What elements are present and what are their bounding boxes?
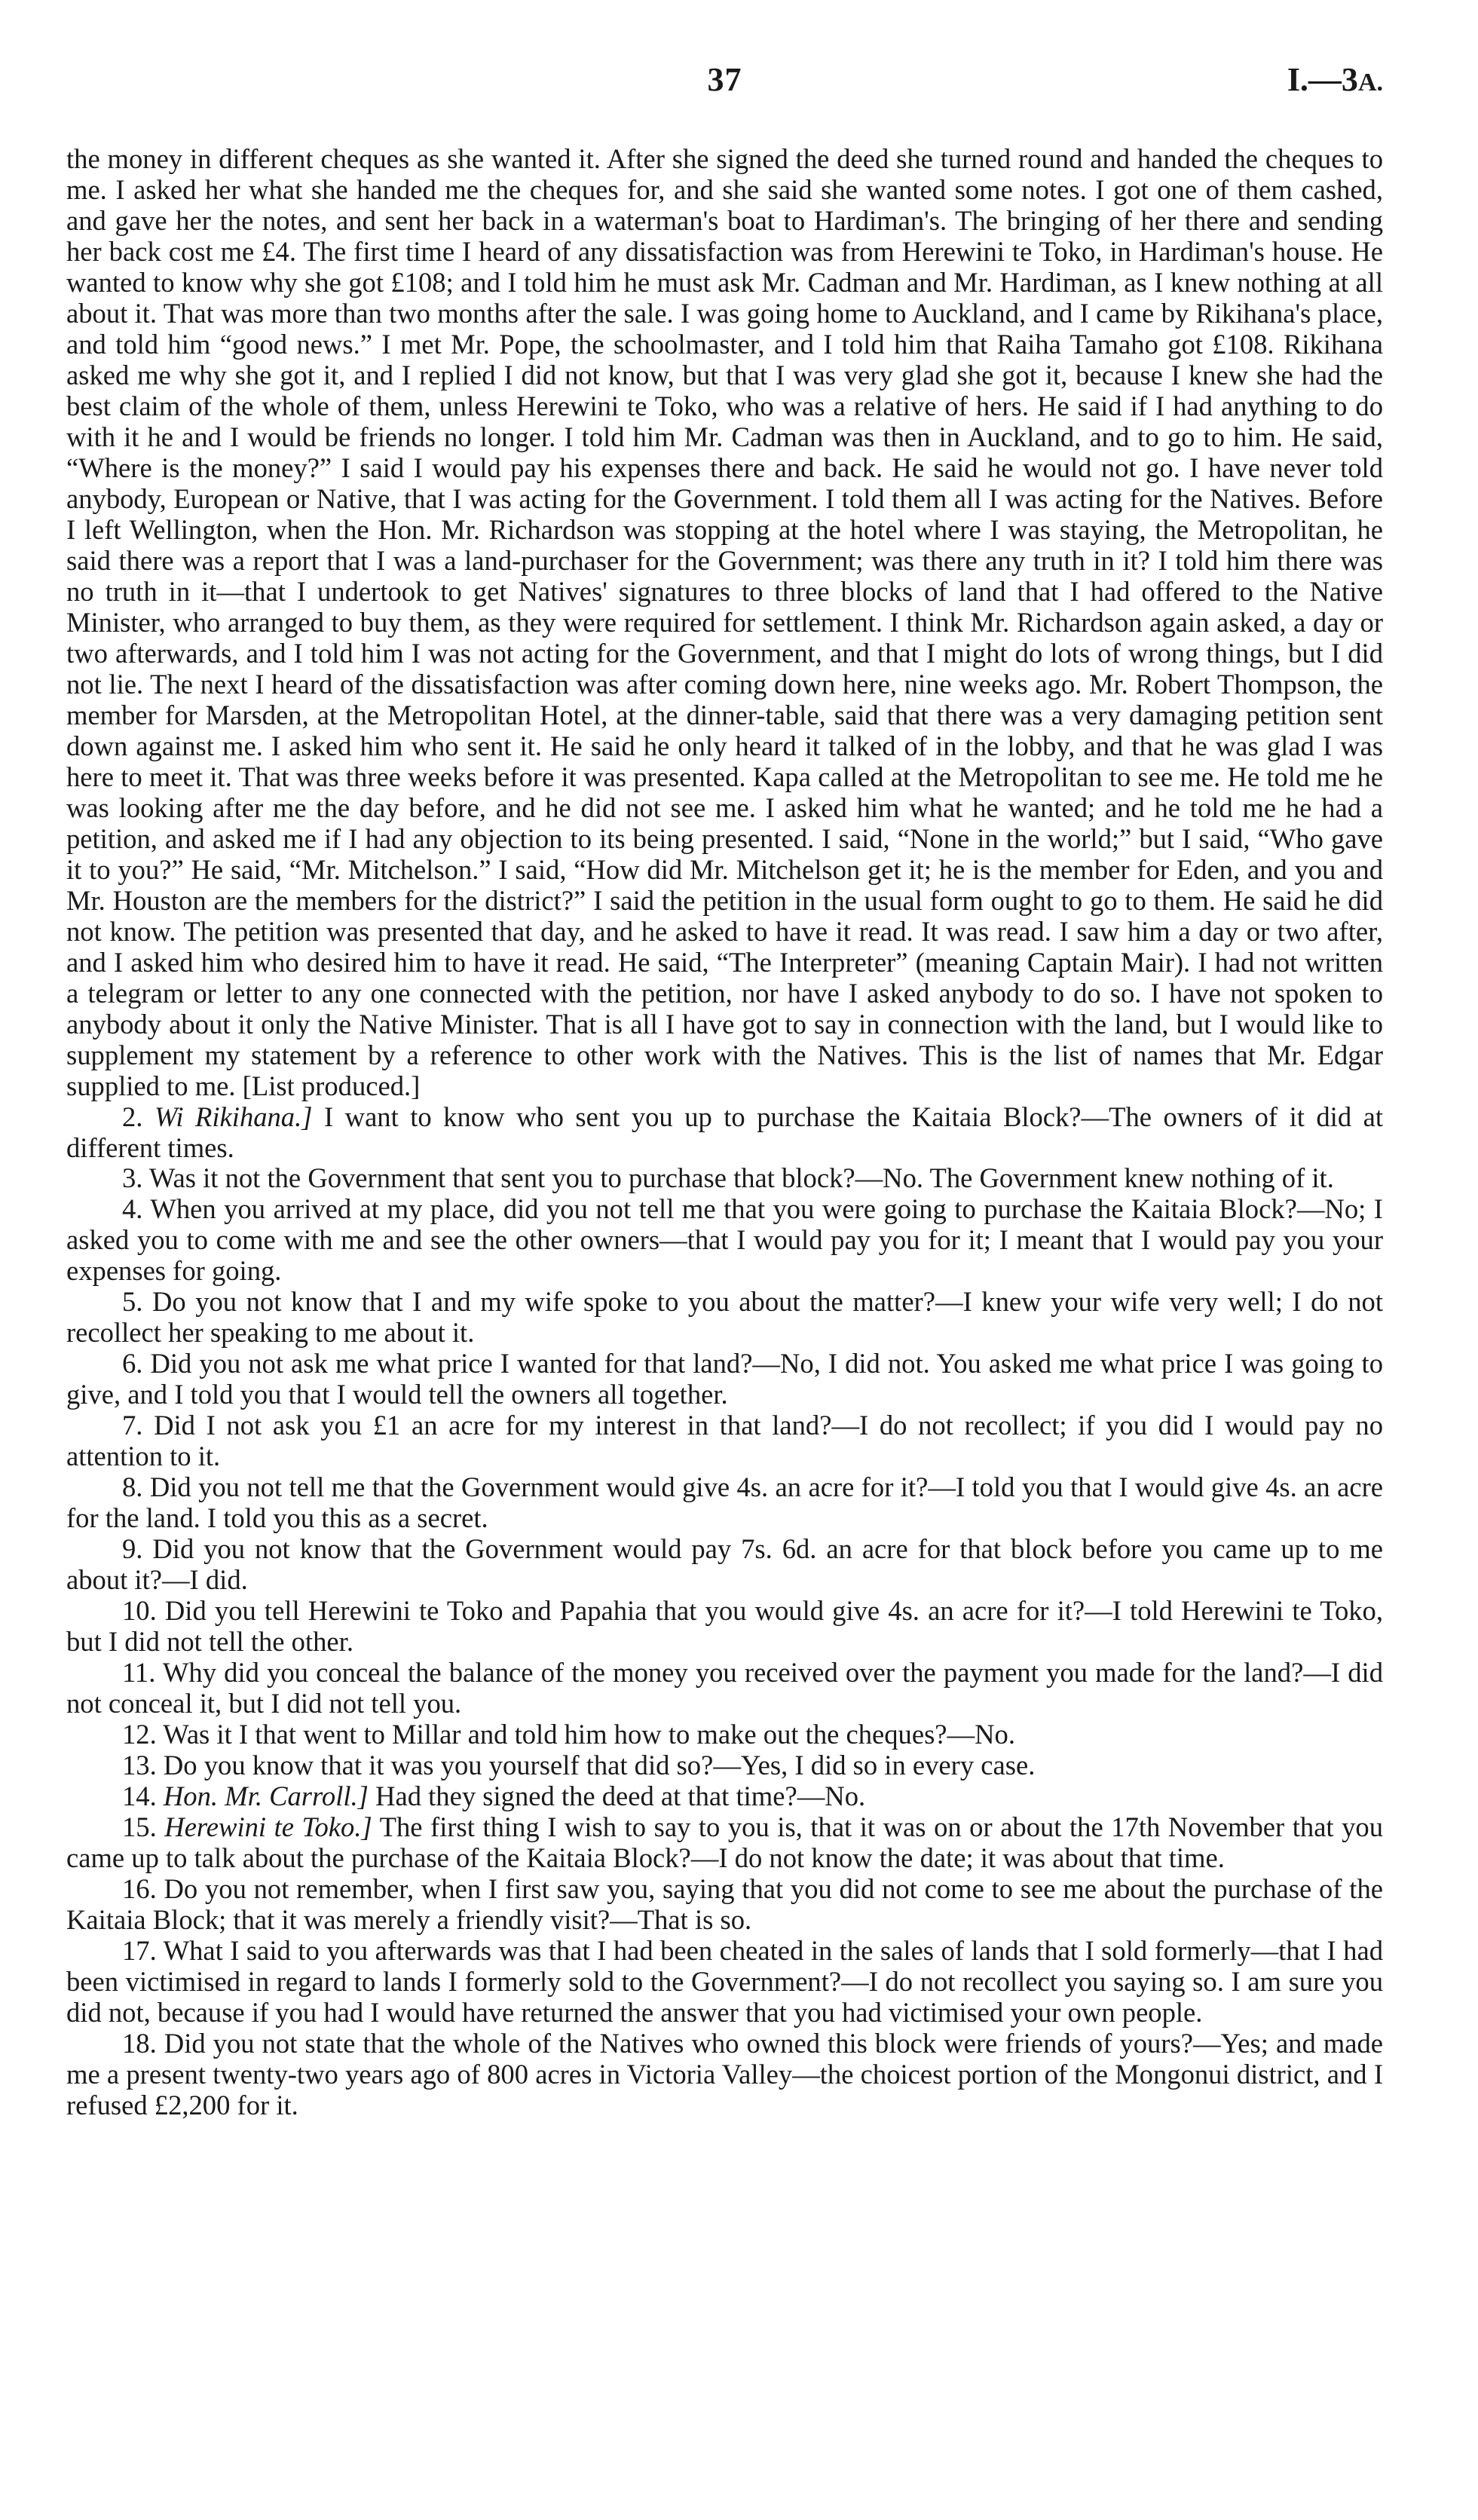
question-number: 4. [122, 1193, 143, 1225]
question-number: 13. [122, 1750, 157, 1781]
question-paragraph [66, 1657, 1383, 1719]
question-number: 12. [122, 1719, 157, 1750]
speaker-name: Hon. Mr. Carroll.] [163, 1781, 369, 1812]
question-text: Did I not ask you £1 an acre for my interest in that land?—I do not recollect; if you did I would pay no attention to it. [66, 1410, 1383, 1472]
question-paragraph [66, 1811, 1383, 1873]
question-text: I want to know who sent you up to purchase the Kaitaia Block?—The owners of it did at different times. [66, 1101, 1384, 1163]
paper-reference [1287, 60, 1383, 99]
speaker-name: Herewini te Toko.] [164, 1811, 372, 1843]
question-text: The first thing I wish to say to you is, that it was on or about the 17th November that you came up to talk about the purchase of the Kaitaia Block?—I do not know the date; it was about that time. [66, 1811, 1383, 1874]
question-paragraph [66, 1781, 1383, 1811]
question-number: 15. [122, 1811, 157, 1843]
question-text: Do you not remember, when I first saw you, saying that you did not come to see me about the purchase of the Kaitaia Block; that it was merely a friendly visit?—That is so. [66, 1873, 1383, 1936]
continuation-paragraph: the money in different cheques as she wanted it. After she signed the deed she turned round and handed the cheques to me. I asked her what she handed me the cheques for, and she said she wanted some notes. I got one of them cashed, and gave her the notes, and sent her back in a waterman's boat to Hardiman's. The bringing of her there and sending her back cost me £4. The first time I heard of any dissatisfaction was from Herewini te Toko, in Hardiman's house. He wanted to know why she got £108; and I told him he must ask Mr. Cadman and Mr. Hardiman, as I knew nothing at all about it. That was more than two months after the sale. I was going home to Auckland, and I came by Rikihana's place, and told him “good news.” I met Mr. Pope, the schoolmaster, and I told him that Raiha Tamaho got £108. Rikihana asked me why she got it, and I replied I did not know, but that I was very glad she got it, because I knew she had the best claim of the whole of them, unless Herewini te Toko, who was a relative of hers. He said if I had anything to do with it he and I would be friends no longer. I told him Mr. Cadman was then in Auckland, and to go to him. He said, “Where is the money?” I said I would pay his expenses there and back. He said he would not go. I have never told anybody, European or Native, that I was acting for the Government. I told them all I was acting for the Natives. Before I left Wellington, when the Hon. Mr. Richardson was stopping at the hotel where I was staying, the Metropolitan, he said there was a report that I was a land-purchaser for the Government; was there any truth in it? I told him there was no truth in it—that I undertook to get Natives' signatures to three blocks of land that I had offered to the Native Minister, who arranged to buy them, as they were required for settlement. I think Mr. Richardson again asked, a day or two afterwards, and I told him I was not acting for the Government, and that I might do lots of wrong things, but I did not lie. The next I heard of the dissatisfaction was after coming down here, nine weeks ago. Mr. Robert Thompson, the member for Marsden, at the Metropolitan Hotel, at the dinner-table, said that there was a very damaging petition sent down against me. I asked him who sent it. He said he only heard it talked of in the lobby, and that he was glad I was here to meet it. That was three weeks before it was presented. Kapa called at the Metropolitan to see me. He told me he was looking after me the day before, and he did not see me. I asked him what he wanted; and he told me he had a petition, and asked me if I had any objection to its being presented. I said, “None in the world;” but I said, “Who gave it to you?” He said, “Mr. Mitchelson.” I said, “How did Mr. Mitchelson get it; he is the member for Eden, and you and Mr. Houston are the members for the district?” I said the petition in the usual form ought to go to them. He said he did not know. The petition was presented that day, and he asked to have it read. It was read. I saw him a day or two after, and I asked him who desired him to have it read. He said, “The Interpreter” (meaning Captain Mair). I had not written a telegram or letter to any one connected with the petition, nor have I asked anybody to do so. I have not spoken to anybody about it only the Native Minister. That is all I have got to say in connection with the land, but I would like to supplement my statement by a reference to other work with the Natives. This is the list of names that Mr. Edgar supplied to me. [List produced.] [66, 143, 1383, 1101]
body-text [66, 143, 1383, 2120]
question-number: 9. [122, 1533, 143, 1565]
question-text: Do you not know that I and my wife spoke to you about the matter?—I knew your wife very well; I do not recollect her speaking to me about it. [66, 1286, 1383, 1349]
speaker-name: Wi Rikihana.] [154, 1101, 313, 1132]
question-number: 2. [122, 1101, 143, 1132]
question-text: Did you not know that the Government would pay 7s. 6d. an acre for that block before you came up to me about it?—I did. [66, 1533, 1383, 1596]
question-text: Did you not state that the whole of the Natives who owned this block were friends of yours?—Yes; and made me a present twenty-two years ago of 800 acres in Victoria Valley—the choicest portion of the Mongonui district, and I refused £2,200 for it. [66, 2028, 1383, 2121]
question-paragraph [66, 1286, 1383, 1348]
question-paragraph [66, 1935, 1383, 2028]
question-number: 8. [122, 1471, 143, 1503]
question-text: Had they signed the deed at that time?—No. [375, 1781, 866, 1812]
question-paragraph [66, 1873, 1383, 1935]
question-number: 14. [122, 1781, 157, 1812]
paper-reference-prefix: I.—3 [1287, 61, 1358, 98]
question-paragraph [66, 2028, 1383, 2120]
question-number: 6. [122, 1348, 143, 1379]
question-text: Was it not the Government that sent you to purchase that block?—No. The Government knew nothing of it. [148, 1162, 1334, 1194]
question-text: Did you tell Herewini te Toko and Papahia that you would give 4s. an acre for it?—I told Herewini te Toko, but I did not tell the other. [66, 1595, 1383, 1658]
question-number: 16. [122, 1873, 157, 1905]
paper-reference-suffix: A. [1357, 69, 1383, 96]
question-number: 5. [122, 1286, 143, 1318]
question-text: What I said to you afterwards was that I had been cheated in the sales of lands that I sold formerly—that I had been victimised in regard to lands I formerly sold to the Government?—I do not recollect you saying so. I am sure you did not, because if you had I would have returned the answer that you had victimised your own people. [66, 1935, 1383, 2029]
question-number: 10. [122, 1595, 157, 1627]
question-paragraph [66, 1471, 1383, 1533]
question-paragraph [66, 1533, 1383, 1595]
question-text: When you arrived at my place, did you not tell me that you were going to purchase the Kaitaia Block?—No; I asked you to come with me and see the other owners—that I would pay you for it; I meant that I would pay you your expenses for going. [66, 1193, 1383, 1287]
question-paragraph [66, 1348, 1383, 1410]
question-number: 17. [122, 1935, 157, 1967]
question-paragraph [66, 1719, 1383, 1750]
question-text: Do you know that it was you yourself that did so?—Yes, I did so in every case. [163, 1750, 1036, 1781]
question-number: 3. [122, 1162, 143, 1194]
question-text: Was it I that went to Millar and told him how to make out the cheques?—No. [163, 1719, 1015, 1750]
question-number: 11. [122, 1657, 156, 1689]
question-paragraph [66, 1162, 1383, 1193]
question-number: 18. [122, 2028, 157, 2059]
question-text: Why did you conceal the balance of the money you received over the payment you made for the land?—I did not conceal it, but I did not tell you. [66, 1657, 1383, 1719]
question-number: 7. [122, 1410, 143, 1441]
question-paragraph [66, 1193, 1383, 1286]
page-number: 37 [707, 61, 742, 98]
question-paragraph [66, 1595, 1383, 1657]
page-header [66, 60, 1383, 106]
question-paragraph [66, 1750, 1383, 1781]
question-paragraph [66, 1410, 1383, 1471]
question-text: Did you not ask me what price I wanted for that land?—No, I did not. You asked me what price I was going to give, and I told you that I would tell the owners all together. [66, 1348, 1383, 1410]
question-text: Did you not tell me that the Government would give 4s. an acre for it?—I told you that I would give 4s. an acre for the land. I told you this as a secret. [66, 1471, 1383, 1534]
question-paragraph [66, 1101, 1383, 1163]
question-answer-list [66, 1101, 1383, 2120]
